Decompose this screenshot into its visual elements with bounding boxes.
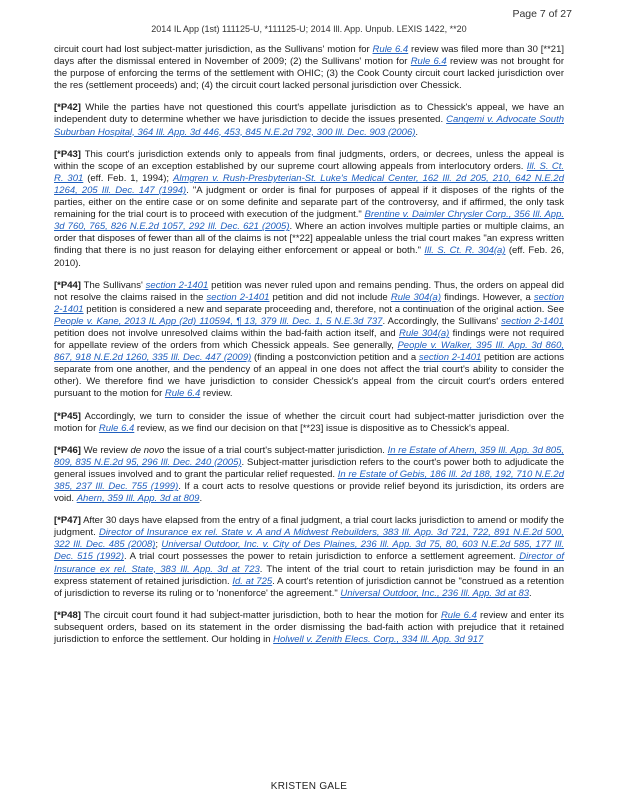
paragraph-marker: [*P44] <box>54 279 81 291</box>
case-link[interactable]: Id. at 725 <box>232 575 273 587</box>
case-link[interactable]: Holwell v. Zenith Elecs. Corp., 334 Ill. App. 3d 917 <box>273 634 484 646</box>
rule-link[interactable]: Rule 6.4 <box>440 609 477 621</box>
case-link[interactable]: Director of Insurance ex rel. State v. A and A Midwest Rebuilders, 383 Ill. App. 3d 721, 722, 891 N.E.2d 500, 322 Ill. Dec. 485 (2008) <box>54 527 564 551</box>
rule-link[interactable]: Rule 6.4 <box>98 422 135 434</box>
paragraph-marker: [*P46] <box>54 444 81 456</box>
case-link[interactable]: Universal Outdoor, Inc., 236 Ill. App. 3d at 83 <box>340 587 530 599</box>
case-link[interactable]: Director of Insurance ex rel. State, 383 Ill. App. 3d at 723 <box>54 551 564 575</box>
paragraph-continued: circuit court had lost subject-matter jurisdiction, as the Sullivans' motion for Rule 6.4 review was filed more than 30 [**21] days after the dismissal entered in November of 2009; (2) the Sullivans' motion for Rule 6.4 review was not brought for the purpose of enforcing the terms of the settlement with OHIC; (3) the Cook County circuit court lacked jurisdiction over the res (settlement proceeds) and; (4) the circuit court lacked personal jurisdiction over Chessick. <box>54 44 564 92</box>
rule-link[interactable]: Rule 6.4 <box>164 388 201 400</box>
case-link[interactable]: People v. Walker, 395 Ill. App. 3d 860, 867, 918 N.E.2d 1260, 335 Ill. Dec. 447 (2009) <box>54 340 564 364</box>
paragraph-p48: [*P48] The circuit court found it had subject-matter jurisdiction, both to hear the motion for Rule 6.4 review and enter its subsequent orders, based on its statement in the order dismissing the bad-faith action with prejudice that it retained jurisdiction to enforce the settlement. Our holding in Holwell v. Zenith Elecs. Corp., 334 Ill. App. 3d 917 <box>54 609 564 646</box>
paragraph-marker: [*P48] <box>54 609 81 621</box>
paragraph-marker: [*P45] <box>54 410 81 422</box>
case-link[interactable]: Cangemi v. Advocate South Suburban Hospital, 364 Ill. App. 3d 446, 453, 845 N.E.2d 792, 300 Ill. Dec. 903 (2006) <box>54 114 564 138</box>
page-number: Page 7 of 27 <box>512 8 572 20</box>
case-link[interactable]: Brentine v. Daimler Chrysler Corp., 356 Ill. App. 3d 760, 765, 826 N.E.2d 1057, 292 Ill. Dec. 621 (2005) <box>54 209 564 233</box>
case-link[interactable]: Ahern, 359 Ill. App. 3d at 809 <box>76 493 200 505</box>
rule-link[interactable]: Rule 304(a) <box>399 327 450 339</box>
case-link[interactable]: People v. Kane, 2013 IL App (2d) 110594, ¶ 13, 379 Ill. Dec. 1, 5 N.E.3d 737 <box>54 315 383 327</box>
statute-link[interactable]: section 2-1401 <box>54 291 565 315</box>
paragraph-p43: [*P43] This court's jurisdiction extends only to appeals from final judgments, orders, or decrees, unless the appeal is within the scope of an exception established by our supreme court allowing appeals from interlocutory orders. Ill. S. Ct. R. 301 (eff. Feb. 1, 1994); Almgren v. Rush-Presbyterian-St. Luke's Medical Center, 162 Ill. 2d 205, 210, 642 N.E.2d 1264, 205 Ill. Dec. 147 (1994). "A judgment or order is final for purposes of appeal if it disposes of the rights of the parties, either on the entire case or on some definite and separate part of the controversy, and if affirmed, the only task remaining for the trial court is to proceed with execution of the judgment." Brentine v. Daimler Chrysler Corp., 356 Ill. App. 3d 760, 765, 826 N.E.2d 1057, 292 Ill. Dec. 621 (2005). Where an action involves multiple parties or multiple claims, an order that disposes of fewer than all of the claims is not [**22] appealable unless the trial court makes "an express written finding that there is no just reason for delaying either enforcement or appeal or both." Ill. S. Ct. R. 304(a) (eff. Feb. 26, 2010). <box>54 148 565 269</box>
paragraph-marker: [*P47] <box>54 515 81 527</box>
rule-link[interactable]: Ill. S. Ct. R. 304(a) <box>424 245 506 257</box>
opinion-body <box>54 44 564 656</box>
case-link[interactable]: Universal Outdoor, Inc. v. City of Des Plaines, 236 Ill. App. 3d 75, 80, 603 N.E.2d 585, 177 Ill. Dec. 515 (1992) <box>54 539 565 563</box>
running-citation: 2014 IL App (1st) 111125-U, *111125-U; 2014 Ill. App. Unpub. LEXIS 1422, **20 <box>151 24 467 34</box>
case-link[interactable]: In re Estate of Ahern, 359 Ill. App. 3d 805, 809, 835 N.E.2d 95, 296 Ill. Dec. 240 (2005) <box>54 444 565 468</box>
rule-link[interactable]: Ill. S. Ct. R. 301 <box>54 160 564 184</box>
statute-link[interactable]: section 2-1401 <box>501 315 564 327</box>
rule-link[interactable]: Rule 6.4 <box>372 44 409 55</box>
paragraph-marker: [*P42] <box>54 102 81 114</box>
rule-link[interactable]: Rule 304(a) <box>390 291 441 303</box>
paragraph-p45: [*P45] Accordingly, we turn to consider the issue of whether the circuit court had subject-matter jurisdiction over the motion for Rule 6.4 review, as we find our decision on that [**23] issue is dispositive as to Chessick's appeal. <box>54 410 564 434</box>
paragraph-p47: [*P47] After 30 days have elapsed from the entry of a final judgment, a trial court lacks jurisdiction to amend or modify the judgment. Director of Insurance ex rel. State v. A and A Midwest Rebuilders, 383 Ill. App. 3d 721, 722, 891 N.E.2d 500, 322 Ill. Dec. 485 (2008); Universal Outdoor, Inc. v. City of Des Plaines, 236 Ill. App. 3d 75, 80, 603 N.E.2d 585, 177 Ill. Dec. 515 (1992). A trial court possesses the power to retain jurisdiction to enforce a settlement agreement. Director of Insurance ex rel. State, 383 Ill. App. 3d at 723. The intent of the trial court to retain jurisdiction may be found in an express statement of retained jurisdiction. Id. at 725. A court's retention of jurisdiction cannot be "construed as a retention of jurisdiction to reverse its ruling or to 'nonenforce' the agreement." Universal Outdoor, Inc., 236 Ill. App. 3d at 83. <box>54 515 565 599</box>
case-link[interactable]: Almgren v. Rush-Presbyterian-St. Luke's Medical Center, 162 Ill. 2d 205, 210, 642 N.E.2d 1264, 205 Ill. Dec. 147 (1994) <box>54 172 564 196</box>
statute-link[interactable]: section 2-1401 <box>418 352 482 364</box>
italic-term: de novo <box>130 444 165 456</box>
paragraph-p42: [*P42] While the parties have not questioned this court's appellate jurisdiction as to Chessick's appeal, we have an independent duty to determine whether we have jurisdiction to decide the issues presented. Cangemi v. Advocate South Suburban Hospital, 364 Ill. App. 3d 446, 453, 845 N.E.2d 792, 300 Ill. Dec. 903 (2006). <box>54 102 564 138</box>
case-link[interactable]: In re Estate of Gebis, 186 Ill. 2d 188, 192, 710 N.E.2d 385, 237 Ill. Dec. 755 (1999) <box>54 468 564 492</box>
statute-link[interactable]: section 2-1401 <box>206 291 270 303</box>
paragraph-p46: [*P46] We review de novo the issue of a trial court's subject-matter jurisdiction. In re Estate of Ahern, 359 Ill. App. 3d 805, 809, 835 N.E.2d 95, 296 Ill. Dec. 240 (2005). Subject-matter jurisdiction refers to the court's power both to adjudicate the general issues involved and to grant the particular relief requested. In re Estate of Gebis, 186 Ill. 2d 188, 192, 710 N.E.2d 385, 237 Ill. Dec. 755 (1999). If a court acts to resolve questions or provide relief beyond its jurisdiction, its orders are void. Ahern, 359 Ill. App. 3d at 809. <box>54 444 565 505</box>
statute-link[interactable]: section 2-1401 <box>145 279 209 291</box>
paragraph-p44: [*P44] The Sullivans' section 2-1401 petition was never ruled upon and remains pending. Thus, the orders on appeal did not resolve the claims raised in the section 2-1401 petition and did not include Rule 304(a) findings. However, a section 2-1401 petition is considered a new and separate proceeding and, therefore, not a continuation of the original action. See People v. Kane, 2013 IL App (2d) 110594, ¶ 13, 379 Ill. Dec. 1, 5 N.E.3d 737. Accordingly, the Sullivans' section 2-1401 petition does not involve unresolved claims within the bad-faith action itself, and Rule 304(a) findings were not required for appellate review of the orders from which Chessick appeals. See generally, People v. Walker, 395 Ill. App. 3d 860, 867, 918 N.E.2d 1260, 335 Ill. Dec. 447 (2009) (finding a postconviction petition and a section 2-1401 petition are actions separate from one another, and the pendency of an appeal in one does not affect the trial court's ability to consider the other). We therefore find we have jurisdiction to consider Chessick's appeal from the circuit court's orders entered pursuant to the motion for Rule 6.4 review. <box>54 279 565 400</box>
paragraph-marker: [*P43] <box>54 148 81 160</box>
footer-name: KRISTEN GALE <box>270 781 348 792</box>
rule-link[interactable]: Rule 6.4 <box>410 56 447 68</box>
